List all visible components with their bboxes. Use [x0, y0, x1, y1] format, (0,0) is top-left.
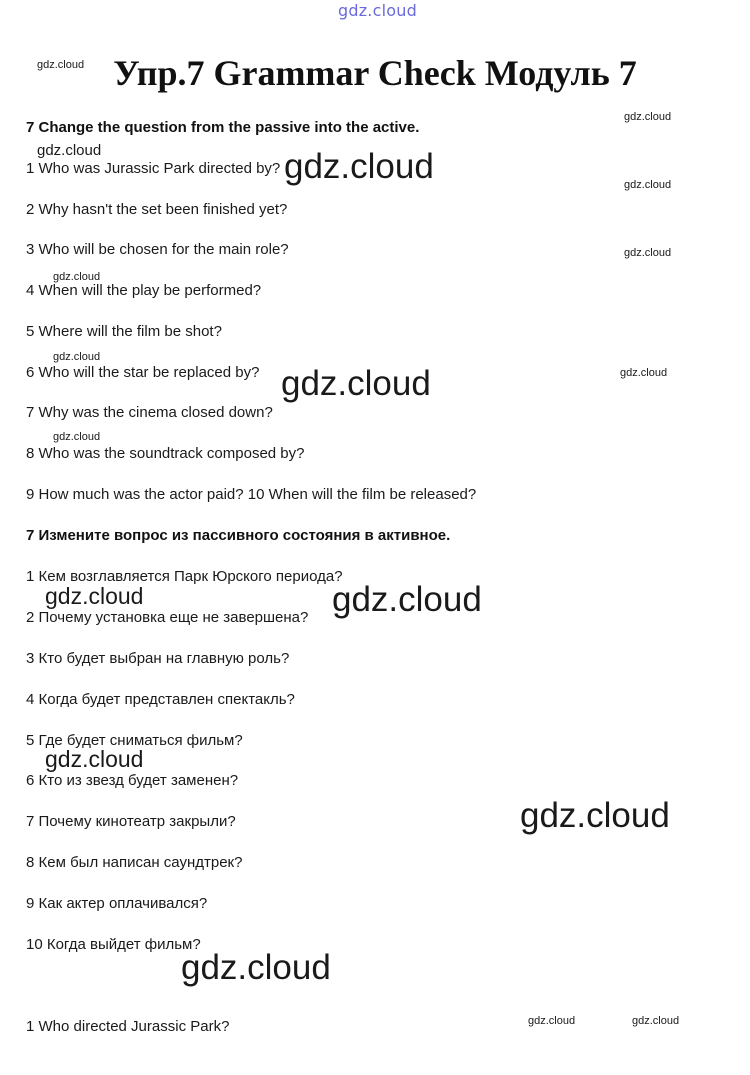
- watermark-top: gdz.cloud: [338, 1, 417, 20]
- watermark: gdz.cloud: [53, 431, 101, 443]
- question-ru-4: 4 Когда будет представлен спектакль?: [26, 691, 295, 708]
- watermark: gdz.cloud: [332, 580, 482, 619]
- question-ru-1: 1 Кем возглавляется Парк Юрского периода?: [26, 568, 343, 585]
- question-ru-8: 8 Кем был написан саундтрек?: [26, 854, 243, 871]
- question-en-7: 7 Why was the cinema closed down?: [26, 404, 273, 421]
- watermark: gdz.cloud: [45, 746, 144, 772]
- watermark: gdz.cloud: [520, 796, 670, 835]
- page-title: Упр.7 Grammar Check Модуль 7: [113, 53, 637, 93]
- question-ru-2: 2 Почему установка еще не завершена?: [26, 609, 309, 626]
- question-ru-9: 9 Как актер оплачивался?: [26, 895, 208, 912]
- watermark: gdz.cloud: [53, 351, 101, 363]
- answer-1: 1 Who directed Jurassic Park?: [26, 1018, 230, 1035]
- question-ru-10: 10 Когда выйдет фильм?: [26, 936, 201, 953]
- watermark: gdz.cloud: [281, 364, 431, 403]
- section-heading-en: 7 Change the question from the passive into the active.: [26, 119, 420, 136]
- question-en-5: 5 Where will the film be shot?: [26, 323, 222, 340]
- question-ru-6: 6 Кто из звезд будет заменен?: [26, 772, 239, 789]
- watermark: gdz.cloud: [620, 367, 668, 379]
- section-heading-ru: 7 Измените вопрос из пассивного состояния в активное.: [26, 527, 451, 544]
- question-en-8: 8 Who was the soundtrack composed by?: [26, 445, 305, 462]
- question-en-9-10: 9 How much was the actor paid? 10 When will the film be released?: [26, 486, 477, 503]
- watermark: gdz.cloud: [37, 142, 102, 159]
- question-en-4: 4 When will the play be performed?: [26, 282, 262, 299]
- watermark: gdz.cloud: [624, 111, 672, 123]
- watermark: gdz.cloud: [632, 1015, 680, 1027]
- watermark: gdz.cloud: [37, 59, 85, 71]
- watermark: gdz.cloud: [45, 583, 144, 609]
- watermark: gdz.cloud: [284, 147, 434, 186]
- question-en-2: 2 Why hasn't the set been finished yet?: [26, 201, 288, 218]
- question-en-1: 1 Who was Jurassic Park directed by?: [26, 160, 281, 177]
- question-ru-3: 3 Кто будет выбран на главную роль?: [26, 650, 290, 667]
- watermark: gdz.cloud: [624, 179, 672, 191]
- question-en-3: 3 Who will be chosen for the main role?: [26, 241, 289, 258]
- question-ru-5: 5 Где будет сниматься фильм?: [26, 732, 243, 749]
- watermark: gdz.cloud: [528, 1015, 576, 1027]
- watermark: gdz.cloud: [181, 948, 331, 987]
- watermark: gdz.cloud: [624, 247, 672, 259]
- question-ru-7: 7 Почему кинотеатр закрыли?: [26, 813, 236, 830]
- question-en-6: 6 Who will the star be replaced by?: [26, 364, 260, 381]
- watermark: gdz.cloud: [53, 271, 101, 283]
